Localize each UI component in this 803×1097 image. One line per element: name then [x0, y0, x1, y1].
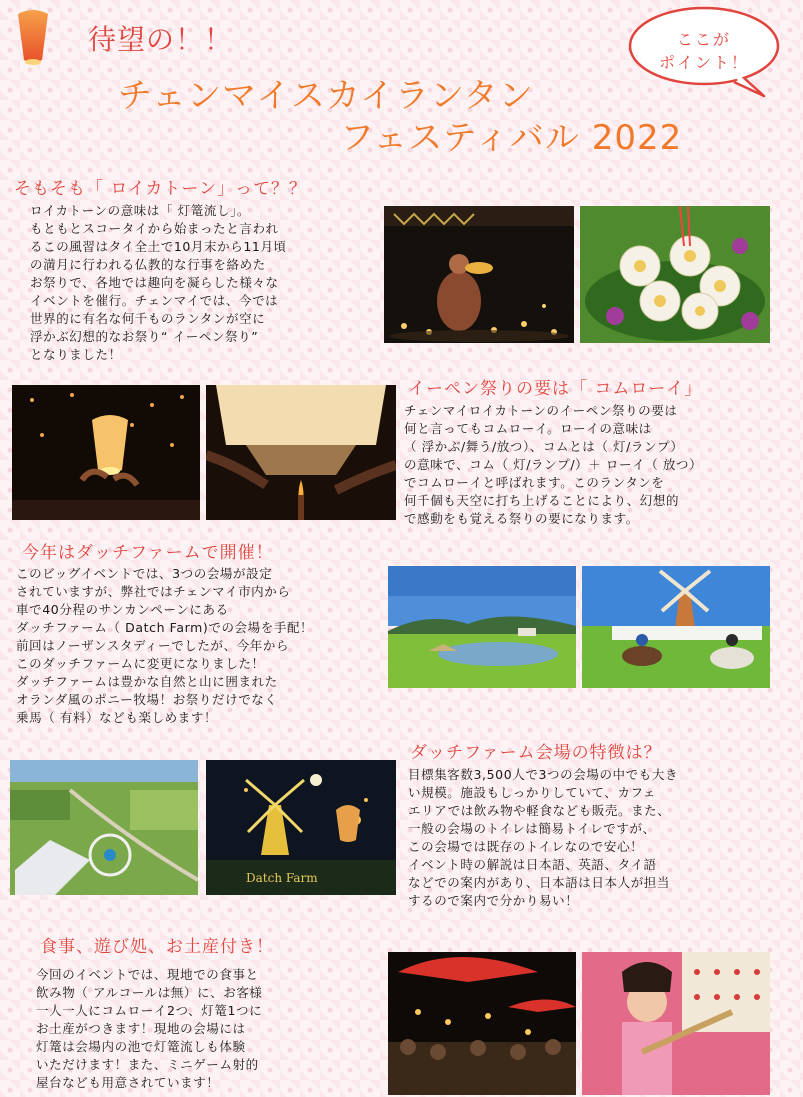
section-5-body: 今回のイベントでは、現地での食事と 飲み物（ アルコールは無）に、お客様 一人一人にコムローイ2つ、灯篭1つに お土産がつきます！現地の会場には 灯篭は会場内の池で灯篭流しも体験 いただけます！また、ミニゲーム射的 屋台なども用意されています！ — [36, 967, 263, 1090]
title-line-1: 待望の！！ — [88, 23, 234, 56]
photo-aerial-farm — [10, 760, 198, 895]
title-line-3: フェスティバル 2022 — [340, 118, 683, 158]
photo-lighting-lantern — [206, 385, 396, 520]
section-2-heading: イーペン祭りの要は「 コムローイ」 — [408, 379, 703, 399]
windmill-sign-text: Datch Farm — [246, 871, 318, 885]
section-4-body: 目標集客数3,500人で3つの会場の中でも大き い規模。施設もしっかりしていて、カフェ エリアでは飲み物や軽食なども販売。また、 一般の会場のトイレは簡易トイレですが、 この会場では既存のトイレなので安心！ イベント時の解説は日本語、英語、タイ語 などでの案内があり、日本語は日本人が担当 するので案内で分かり易い！ — [408, 767, 679, 908]
title-line-2: チェンマイスカイランタン — [118, 76, 534, 116]
bubble-line-1: ここが — [676, 30, 731, 49]
photo-lantern-release — [12, 385, 200, 520]
photo-windmill-ponies — [582, 566, 770, 688]
section-3-body: このビッグイベントでは、3つの会場が設定 されていますが、弊社ではチェンマイ市内から 車で40分程のサンカンペーンにある ダッチファーム（ Datch Farm)での会場を手配！ 前回はノーザンスタディーでしたが、今年から このダッチファームに変更になりました！ ダッチファームは豊かな自然と山に囲まれた オランダ風のポニー牧場！お祭りだけでなく 乗馬（ 有料）なども楽しめます！ — [16, 566, 314, 725]
section-1-heading: そもそも「 ロイカトーン」って？？ — [14, 179, 308, 199]
section-5-heading: 食事、遊び処、お土産付き！ — [40, 937, 274, 957]
photo-farm-lake — [388, 566, 576, 688]
point-bubble-text — [626, 28, 782, 74]
photo-windmill-night — [206, 760, 396, 895]
section-3-heading: 今年はダッチファームで開催！ — [22, 543, 274, 563]
section-1-body: ロイカトーンの意味は「 灯篭流し」。 もともとスコータイから始まったと言われ るこの風習はタイ全土で10月末から11月頃 の満月に行われる仏教的な行事を絡めた お祭りで、各地では趣向を凝らした様々な イベントを催行。チェンマイでは、今では 世界的に有名な何千ものランタンが空に 浮かぶ幻想的なお祭り“ イーペン祭り” となりました！ — [30, 203, 287, 362]
photo-shooting-game — [582, 952, 770, 1095]
photo-krathong-dancer — [384, 206, 574, 343]
photo-lotus-krathong — [580, 206, 770, 343]
sky-lantern-logo — [14, 8, 52, 72]
section-2-body: チェンマイロイカトーンのイーペン祭りの要は 何と言ってもコムローイ。ローイの意味は （ 浮かぶ/舞う/放つ）、コムとは（ 灯/ランプ） の意味で、コム（ 灯/ランプ/）＋ ローイ（ 放つ） でコムローイと呼ばれます。このランタンを 何千個も天空に打ち上げることにより、幻想的 で感動をも覚える祭りの要になります。 — [404, 403, 703, 526]
photo-food-stalls — [388, 952, 576, 1095]
bubble-line-2: ポイント！ — [658, 53, 749, 72]
section-4-heading: ダッチファーム会場の特徴は？ — [410, 743, 662, 763]
